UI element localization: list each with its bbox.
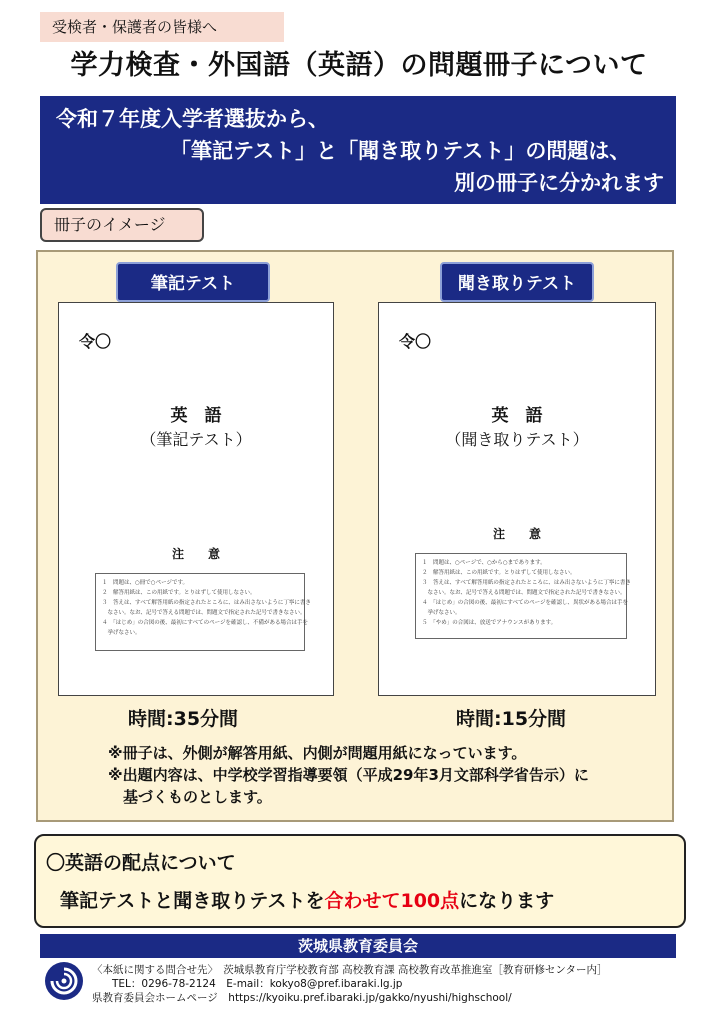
- listening-type: （聞き取りテスト）: [445, 430, 589, 449]
- listening-time: 時間:15分間: [456, 708, 567, 730]
- written-subject: 英 語: [170, 406, 222, 426]
- notice-item: １ 問題は、○冊で○ページです。: [102, 580, 189, 586]
- announcement-banner: [40, 96, 676, 204]
- written-test-label: 筆記テスト: [116, 262, 270, 302]
- notice-item: なさい。なお、記号で答える問題では、問題文で指定された記号で書きなさい。: [422, 590, 626, 596]
- contact-phone-email: TEL：0296-78-2124 E-mail：kokyo8@pref.ibaraki.lg.jp: [112, 978, 403, 990]
- listening-rei: 令〇: [399, 332, 432, 351]
- notice-item: ２ 解答用紙は、この用紙です。とりはずして使用しなさい。: [422, 570, 576, 576]
- contact-office: 〈本紙に関する問合せ先〉 茨城県教育庁学校教育部 高校教育課 高校教育改革推進室［教育研修センター内］: [92, 964, 608, 976]
- note-content-basis-cont: 基づくものとします。: [108, 788, 272, 806]
- notice-item: ３ 答えは、すべて解答用紙の指定されたところに、はみ出さないように丁寧に書き: [102, 600, 311, 606]
- note-booklet-structure: ※冊子は、外側が解答用紙、内側が問題用紙になっています。: [108, 744, 527, 762]
- listening-test-booklet: [378, 302, 656, 696]
- score-highlight: 合わせて100点: [324, 890, 460, 912]
- score-text: [60, 886, 554, 913]
- booklet-image-label: 冊子のイメージ: [40, 208, 204, 242]
- notice-item: ４ 「はじめ」の合図の後、最初にすべてのページを確認し、異状がある場合は手を: [422, 600, 629, 606]
- organization-bar: 茨城県教育委員会: [40, 934, 676, 958]
- note-content-basis: ※出題内容は、中学校学習指導要領（平成29年3月文部科学省告示）に: [108, 766, 589, 784]
- written-type: （筆記テスト）: [140, 430, 252, 449]
- written-rei: 令〇: [79, 332, 112, 351]
- listening-notice-title: 注 意: [492, 527, 541, 541]
- booklet-image-panel: [36, 250, 674, 822]
- notice-item: １ 問題は、○ページで、○から○まであります。: [422, 560, 546, 566]
- notice-item: なさい。なお、記号で答える問題では、問題文で指定された記号で書きなさい。: [102, 610, 306, 616]
- listening-notice-box: [415, 553, 631, 639]
- listening-test-label: 聞き取りテスト: [440, 262, 594, 302]
- written-notice-box: [95, 573, 311, 651]
- written-test-booklet: [58, 302, 334, 696]
- notice-item: ３ 答えは、すべて解答用紙の指定されたところに、はみ出さないように丁寧に書き: [422, 580, 631, 586]
- page-title: 学力検査・外国語（英語）の問題冊子について: [70, 50, 648, 81]
- score-title: 〇英語の配点について: [46, 852, 236, 874]
- score-text-after: になります: [459, 890, 555, 912]
- banner-line-1: 令和７年度入学者選抜から、: [56, 107, 329, 131]
- banner-line-3: 別の冊子に分かれます: [454, 171, 664, 195]
- notice-item: ５ 「やめ」の合図は、放送でアナウンスがあります。: [422, 620, 557, 626]
- score-text-before: 筆記テストと聞き取りテストを: [60, 890, 325, 912]
- score-allocation-box: [34, 834, 686, 928]
- listening-subject: 英 語: [491, 406, 543, 426]
- audience-label: 受検者・保護者の皆様へ: [40, 12, 284, 42]
- banner-line-2: 「筆記テスト」と「聞き取りテスト」の問題は、: [170, 139, 631, 163]
- notice-item: ４ 「はじめ」の合図の後、最初にすべてのページを確認し、不備がある場合は手を: [102, 620, 309, 626]
- notice-item: 挙げなさい。: [102, 630, 141, 636]
- written-notice-title: 注 意: [171, 547, 220, 561]
- contact-homepage: 県教育委員会ホームページ https://kyoiku.pref.ibaraki.jp/gakko/nyushi/highschool/: [92, 992, 512, 1004]
- notice-item: 挙げなさい。: [422, 610, 461, 616]
- written-time: 時間:35分間: [128, 708, 239, 730]
- prefecture-logo-icon: [44, 961, 84, 1001]
- notice-item: ２ 解答用紙は、この用紙です。とりはずして使用しなさい。: [102, 590, 256, 596]
